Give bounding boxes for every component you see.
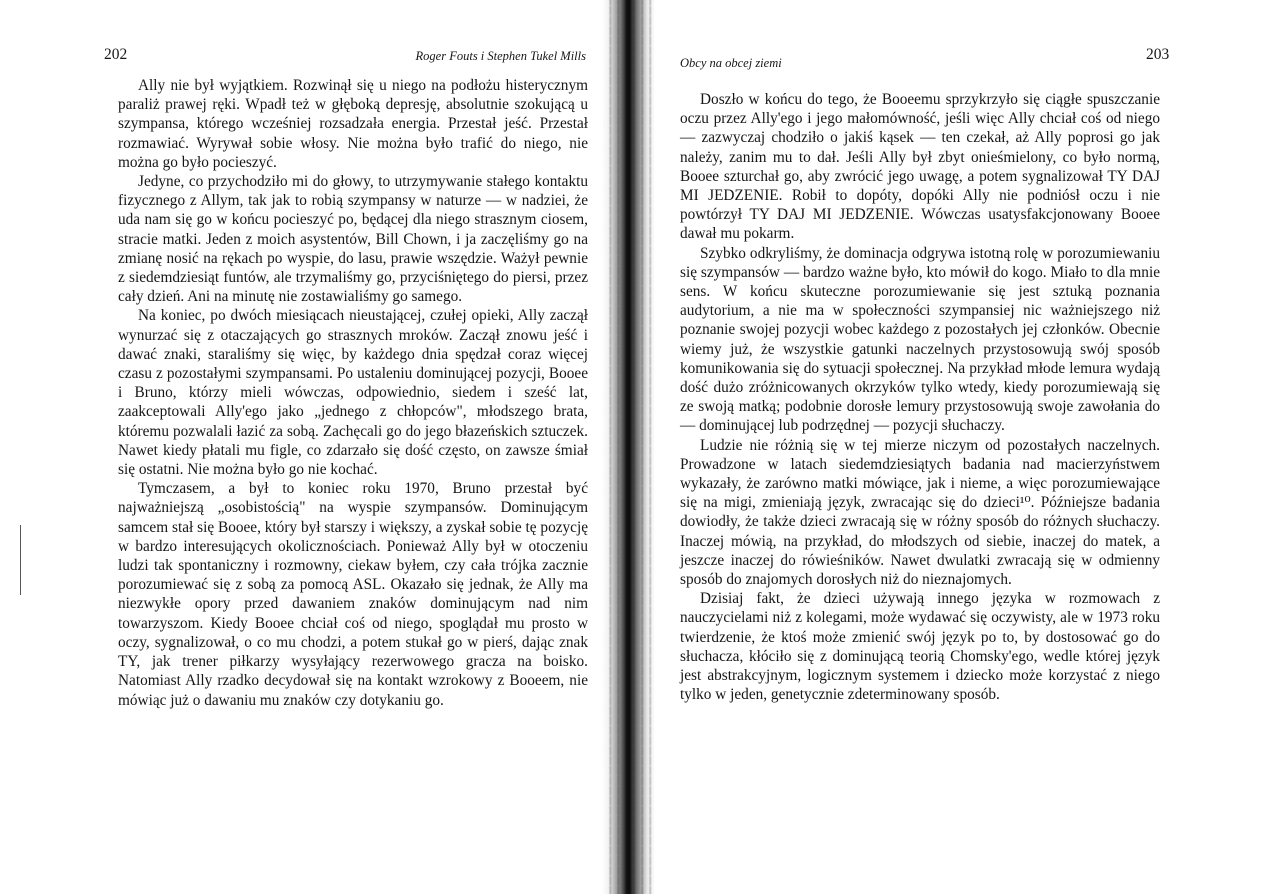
- paragraph: Szybko odkryliśmy, że dominacja odgrywa istotną rolę w porozumiewaniu się szympansów — bardzo ważne było, kto mówił do kogo. Miało to dla mnie sens. W końcu skuteczne porozumiewanie się jest sztuką poznania audytorium, a nie ma w społeczności szympansiej nic ważniejszego niż poznanie swojej pozycji wobec każdego z pozostałych jej członków. Obecnie wiemy już, że wszystkie gatunki naczelnych przystosowują swój sposób komunikowania się do sytuacji społecznej. Na przykład młode lemura wydają dość dużo zróżnicowanych okrzyków tylko wtedy, kiedy porozumiewają się ze swoją matką; podobnie dorosłe lemury przystosowują swoje zawołania do — dominującej lub podrzędnej — pozycji słuchaczy.: [680, 244, 1160, 435]
- paragraph: Tymczasem, a był to koniec roku 1970, Bruno przestał być najważniejszą „osobistością" na wyspie szympansów. Dominującym samcem stał się Booee, który był starszy i większy, a zyskał sobie tę pozycję w bardzo interesujących okolicznościach. Ponieważ Ally był w otoczeniu ludzi tak spontaniczny i rozmowny, ciekaw byłem, czy cała trójka zacznie porozumiewać się z sobą za pomocą ASL. Okazało się jednak, że Ally ma niezwykłe opory przed dawaniem znaków dominującym nad nim towarzyszom. Kiedy Booee chciał coś od niego, spoglądał mu prosto w oczy, sygnalizował, o co mu chodzi, a potem stukał go w pierś, dając znak TY, jak trener piłkarzy wysyłający rezerwowego gracza na boisko. Natomiast Ally rzadko decydował się na kontakt wzrokowy z Booeem, nie mówiąc już o dawaniu mu znaków czy dotykaniu go.: [118, 480, 588, 709]
- right-body-text: [680, 90, 1160, 705]
- gutter-noise: [604, 0, 652, 894]
- running-head-right: Obcy na obcej ziemi: [680, 56, 782, 70]
- paragraph: Ludzie nie różnią się w tej mierze niczym od pozostałych naczelnych. Prowadzone w latach siedemdziesiątych badania nad macierzyństwem wykazały, że zarówno matki mówiące, jak i nieme, a więc porozumiewające się na migi, zmieniają język, zwracając się do dzieci¹⁰. Późniejsze badania dowiodły, że także dzieci zwracają się w różny sposób do różnych słuchaczy. Inaczej mówią, na przykład, do młodszych od siebie, inaczej do matek, a jeszcze inaczej do rówieśników. Nawet dwulatki zwracają się w odmienny sposób do znajomych dorosłych niż do nieznajomych.: [680, 436, 1160, 589]
- running-head-left: Roger Fouts i Stephen Tukel Mills: [415, 49, 586, 63]
- paragraph: Doszło w końcu do tego, że Booeemu sprzykrzyło się ciągłe spuszczanie oczu przez Ally'ego i jego małomówność, jeśli więc Ally chciał coś od niego — zazwyczaj chodziło o jakiś kąsek — ten czekał, aż Ally poprosi go jak należy, zanim mu to dał. Jeśli Ally był zbyt onieśmielony, co było normą, Booee szturchał go, aby zwrócić jego uwagę, a potem sygnalizował TY DAJ MI JEDZENIE. Robił to dopóty, dopóki Ally nie podniósł oczu i nie powtórzył TY DAJ MI JEDZENIE. Wówczas usatysfakcjonowany Booee dawał mu pokarm.: [680, 91, 1160, 243]
- paragraph: Na koniec, po dwóch miesiącach nieustającej, czułej opieki, Ally zaczął wynurzać się z otaczających go strasznych mroków. Zaczął znowu jeść i dawać znaki, staraliśmy się więc, by każdego dnia spędzał coraz więcej czasu z pozostałymi szympansami. Po ustaleniu dominującej pozycji, Booee i Bruno, którzy mieli wówczas, odpowiednio, siedem i sześć lat, zaakceptowali Ally'ego jako „jednego z chłopców", młodszego brata, któremu pozwalali łazić za sobą. Zachęcali go do jego błazeńskich sztuczek. Nawet kiedy płatali mu figle, co zdarzało się dość często, on zawsze śmiał się ostatni. Nie można było go nie kochać.: [118, 307, 588, 479]
- paragraph: Jedyne, co przychodziło mi do głowy, to utrzymywanie stałego kontaktu fizycznego z Allym, tak jak to robią szympansy w naturze — w nadziei, że uda nam się go w końcu pocieszyć po, będącej dla niego strasznym ciosem, stracie matki. Jeden z moich asystentów, Bill Chown, i ja zaczęliśmy go na zmianę nosić na rękach po wyspie, do lasu, prawie wszędzie. Ważył pewnie z siedemdziesiąt funtów, ale trzymaliśmy go, przyciśniętego do piersi, przez cały dzień. Ani na minutę nie zostawialiśmy go samego.: [118, 173, 588, 306]
- right-header: [660, 46, 1262, 68]
- left-body-text: [118, 76, 588, 710]
- paragraph: Ally nie był wyjątkiem. Rozwinął się u niego na podłożu histerycznym paraliż prawej ręki. Wpadł też w głęboką depresję, absolutnie szokującą u szympansa, którego wcześniej rozsadzała energia. Przestał jeść. Przestał rozmawiać. Wyrywał sobie włosy. Nie można było trafić do niego, nie można go było pocieszyć.: [118, 77, 588, 171]
- left-page: [0, 0, 600, 894]
- page-number-left: 202: [104, 46, 128, 63]
- right-page: [660, 0, 1262, 894]
- page-number-right: 203: [1146, 46, 1170, 63]
- left-header: [0, 46, 600, 68]
- paragraph: Dzisiaj fakt, że dzieci używają innego języka w rozmowach z nauczycielami niż z kolegami, może wydawać się oczywisty, ale w 1973 roku twierdzenie, że ktoś może zmienić swój język po to, by dostosować go do słuchacza, kłóciło się z dominującą teorią Chomsky'ego, wedle której język jest abstrakcyjnym, logicznym systemem i dziecko może korzystać z niego tylko w jeden, genetycznie zdeterminowany sposób.: [680, 590, 1160, 704]
- margin-mark: [20, 525, 21, 595]
